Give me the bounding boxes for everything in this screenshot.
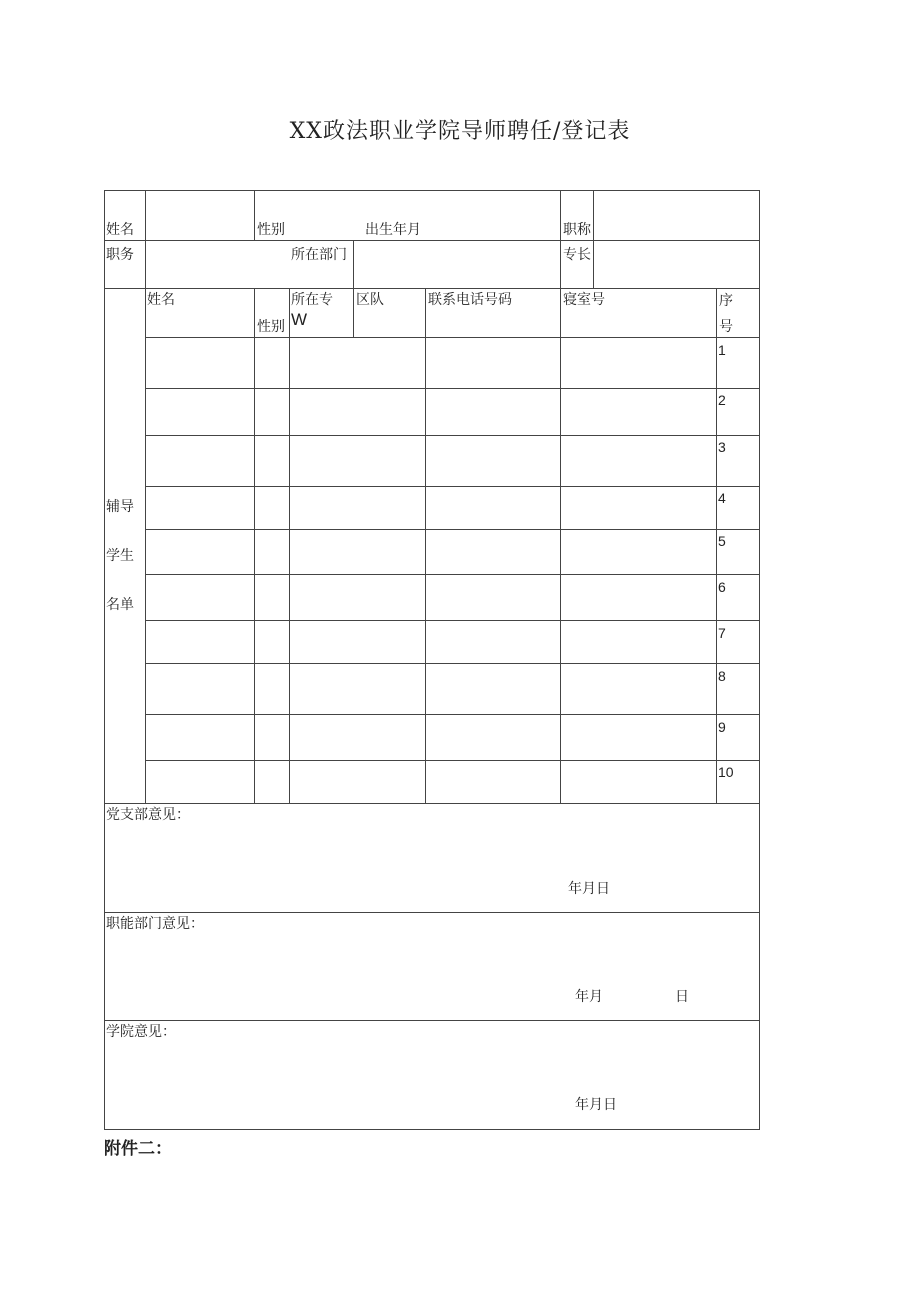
job-title-label: 职称: [563, 222, 591, 238]
form-title: XX政法职业学院导师聘任/登记表: [289, 119, 631, 144]
row-number: 5: [718, 533, 726, 549]
student-major-header: 所在专: [291, 292, 333, 308]
student-dorm-header: 寝室号: [563, 292, 605, 308]
student-gender-header: 性别: [257, 319, 285, 335]
row-number: 8: [718, 668, 726, 684]
side-label-line1: 辅导: [106, 499, 134, 515]
seq-header-bottom: 号: [719, 319, 733, 335]
name-label: 姓名: [106, 222, 134, 238]
functional-dept-opinion-label: 职能部门意见：: [106, 916, 204, 932]
row-number: 1: [718, 342, 726, 358]
student-phone-header: 联系电话号码: [428, 292, 512, 308]
row-number: 6: [718, 579, 726, 595]
student-major-header-tail: W: [291, 310, 308, 329]
row-number: 3: [718, 439, 726, 455]
specialty-label: 专长: [563, 247, 591, 263]
birth-date-label: 出生年月: [365, 222, 421, 238]
college-opinion-label: 学院意见：: [106, 1024, 176, 1040]
row-number: 4: [718, 490, 726, 506]
functional-dept-date-ym: 年月: [575, 989, 603, 1005]
college-date: 年月日: [575, 1097, 617, 1113]
side-label-line2: 学生: [106, 548, 134, 564]
seq-header-top: 序: [719, 293, 733, 309]
row-number: 9: [718, 719, 726, 735]
party-branch-opinion-label: 党支部意见：: [106, 807, 190, 823]
student-team-header: 区队: [356, 292, 384, 308]
row-number: 2: [718, 392, 726, 408]
functional-dept-date-d: 日: [675, 989, 689, 1005]
student-name-header: 姓名: [147, 292, 175, 308]
gender-label: 性别: [257, 222, 285, 238]
position-label: 职务: [106, 247, 134, 263]
party-branch-date: 年月日: [568, 881, 610, 897]
row-number: 10: [718, 764, 734, 780]
row-number: 7: [718, 625, 726, 641]
attachment-label: 附件二：: [104, 1139, 172, 1159]
department-label: 所在部门: [291, 247, 347, 263]
side-label-line3: 名单: [106, 597, 134, 613]
